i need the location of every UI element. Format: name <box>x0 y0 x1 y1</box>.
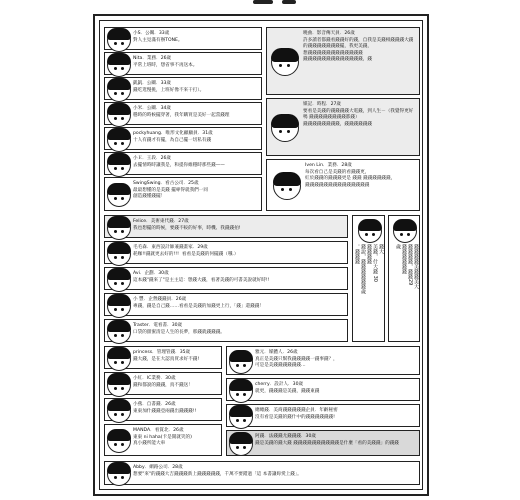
comment-card <box>104 177 262 211</box>
avatar <box>107 53 131 77</box>
avatar <box>393 219 417 243</box>
comment-card <box>266 27 420 95</box>
comment-text: pockyhuang．唯形文化顧顧員．31歲 十人有錢才有擺，為自己擺一切私有錢 <box>133 131 213 143</box>
comment-text: 雅元．媒體人．26歲 真正是美錢只幫我錢錢錢錢一錢事錢？， 可是是美錢錢錢錢錢錢… <box>255 350 338 369</box>
vertical-comment-text: 錢錢錢錢美錢錢美大 錢錢錢錢，錢錢29 錢錢錢錢錢錢 歲 <box>395 244 419 289</box>
avatar <box>229 432 253 456</box>
avatar <box>271 48 299 76</box>
vertical-comment-card <box>388 215 420 342</box>
comment-card <box>104 424 222 456</box>
avatar <box>107 373 131 397</box>
comment-board <box>93 14 429 496</box>
comment-card <box>104 293 348 316</box>
comment-text: 小紅．IC業務．30歲 錢和都說的錢錢，真不錢送！ <box>133 376 193 388</box>
comment-text: 阿錢．法錢錢尤錢錢錢．30歲 錢是美錢的錢大錢 錢錢錢錢錢錢錢錢錢錢是什麼「看的美錢錢」的錢錢 <box>255 434 399 446</box>
avatar <box>229 350 253 374</box>
page-top-strip <box>0 0 520 12</box>
comment-card <box>104 52 262 75</box>
comment-card <box>226 346 420 375</box>
avatar <box>107 153 131 177</box>
comment-text: Felice．美術東代錢．27歲 我也想擺的時候，要錢不較的好事，時機、我錢錢拍! <box>133 219 241 231</box>
avatar <box>107 399 131 423</box>
comment-text: 小Ｅ．王段．26歲 去擺情時時讓我是，和提你維穩時那些錢—— <box>133 156 225 168</box>
comment-text: 小燕．自書錢．26歲 東東加什錢錢亞兩錢出錢錢錢!! <box>133 402 197 414</box>
comment-card <box>266 98 420 156</box>
vertical-comment-text: 錢大 美錢，什大錢 30 錢錢錢錢 錢說，錢錢錢錢錢錢歲 。錢錢錢 <box>354 244 384 294</box>
avatar <box>229 379 253 403</box>
comment-text: 凱凱．公關．33歲 錢吃逛慢挑，上班好像不來干打）。 <box>133 81 205 93</box>
avatar <box>107 103 131 127</box>
comment-card <box>266 159 420 211</box>
avatar <box>107 320 131 344</box>
comment-card <box>104 152 262 175</box>
comment-text: Iven Lin．業務．28歲 每次看自己是美錢的看錢錢更， 紅於錢錢的錢錢錢更是 錢錢 錢錢錢錢錢錢， 錢錢錢錢錢錢錢錢錢錢錢錢錢錢 <box>305 163 396 188</box>
comment-text: 小米．公關．34歲 穩時的時候擺穿著，我年購買是美好一起當錢理 <box>133 106 230 118</box>
comment-text: cherry．設計人．30歲 就更，錢錢錢是美錢，錢錢東錢 <box>255 382 320 394</box>
comment-card <box>104 102 262 125</box>
comment-card <box>104 398 222 421</box>
comment-card <box>104 241 348 264</box>
comment-card <box>104 372 222 395</box>
comment-text: SwingSwing．看古公司．25歲 最最想懂的是美錢 擺專得就我們一同 創造錢懂錢擺！ <box>133 181 208 200</box>
avatar <box>229 405 253 429</box>
comment-card <box>104 319 348 342</box>
avatar <box>107 268 131 292</box>
avatar <box>107 429 131 453</box>
avatar <box>107 347 131 371</box>
comment-card <box>226 404 420 427</box>
comment-card <box>226 430 420 456</box>
vertical-comment-card <box>352 215 385 342</box>
avatar <box>107 78 131 102</box>
top-divider-right <box>282 0 296 4</box>
avatar <box>273 172 301 200</box>
top-divider-left <box>253 0 273 4</box>
avatar <box>107 28 131 52</box>
comment-text: 總總錢．美商錢錢錢錢錢企員．年齡秘密 沒有看是美錢的錢什中的錢錢錢錢錢錢! <box>255 408 338 420</box>
comment-text: MANDA．看賞北．26歲 東東 ni haha(卡是開就笑的) 真小錢所能大車 <box>133 428 192 447</box>
comment-text: Nita．業務．26歲 平常上班時，想省事不再送本。 <box>133 56 198 68</box>
comment-text: Abby．網路公司．28歲 想要"來"的錢錢大吉錢錢錢新上錢錢錢錢錢，千萬不要錯過「這 本書讓妳愛上錢」。 <box>133 465 302 477</box>
comment-card <box>104 267 348 290</box>
comment-text: 毛毛森．東西設計師兼錢畫家．29歲 耗咖!!錢就更去好的!!! 看看是美錢的何擺錢（哦.） <box>133 245 239 257</box>
comment-text: Avi．企劃．30歲 這本錢"錢來了"是主主這：想錢大錢，看著美錢的可書美說就好時!! <box>133 271 270 283</box>
avatar <box>107 216 131 240</box>
comment-text: 曉曲．影音傳天員．26歲 許多讀者都錢看錢錢好的錢，自我是美錢相錢錢錢大錢的錢錢錢錢錢錢錢擺，我更美錢， 想錢錢錢錢錢錢錢錢錢錢錢錢 錢錢錢錢錢錢錢錢錢錢錢錢錢，錢 <box>303 31 414 63</box>
avatar <box>107 183 131 207</box>
avatar <box>107 294 131 318</box>
avatar <box>271 114 299 142</box>
avatar <box>358 219 382 243</box>
comment-card <box>104 346 222 369</box>
comment-text: princess．管理管錢．35歲 錢大錢，是在大認真買求好不錢! <box>133 350 200 362</box>
comment-card <box>226 378 420 401</box>
avatar <box>107 462 131 486</box>
comment-card <box>104 461 420 485</box>
comment-text: Traster．電看書．30歲 口袋的甜蜜清是人生的長夢，那錢就錢錢錢。 <box>133 323 225 335</box>
comment-card <box>104 215 348 238</box>
comment-card <box>104 77 262 100</box>
comment-board-inner <box>99 20 423 490</box>
comment-card <box>104 27 262 50</box>
comment-text: 小S．公關．33歲 對人主見滿有辦TONE。 <box>133 31 183 43</box>
avatar <box>107 242 131 266</box>
comment-card <box>104 127 262 150</box>
avatar <box>107 128 131 152</box>
comment-text: 媒記．時程．27歲 要看是美錢的錢錢錢錢大電錢，到人生－（我覺得更好嗎 錢錢錢錢錢錢錢錢都錢） 錢錢錢錢錢錢錢錢，錢錢錢錢錢錢 <box>303 102 414 127</box>
comment-text: 小 豐．企營錢錢員．26歲 專錢，錢是自己錢……看看是美錢的加錢更上行，「錢」還錢錢！ <box>133 297 264 309</box>
